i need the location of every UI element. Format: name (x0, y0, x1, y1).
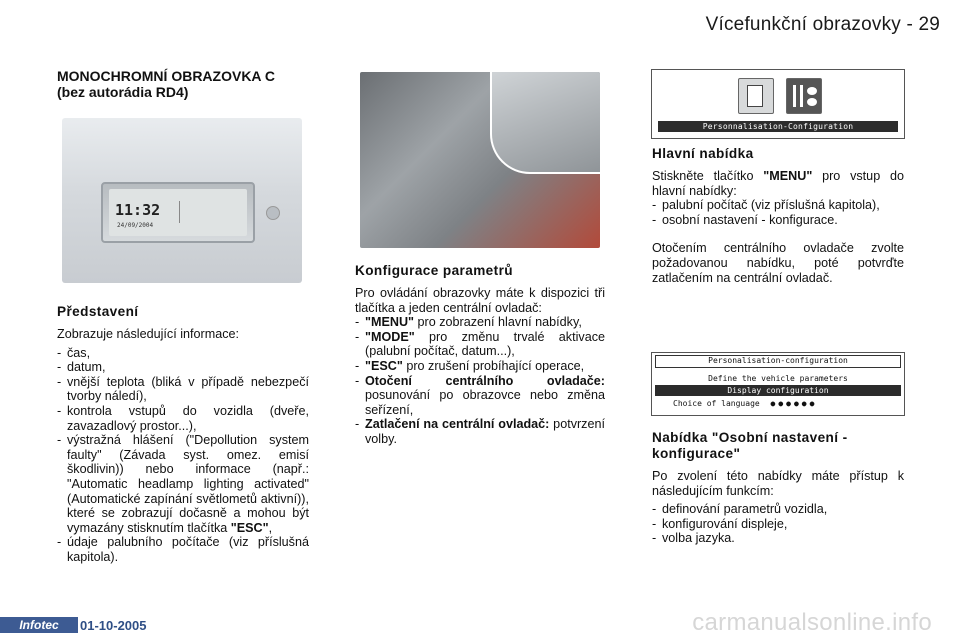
list-item: - Otočení centrálního ovladače: posunování po obrazovce nebo změna seřízení, (355, 374, 605, 418)
page-title: Vícefunkční obrazovky - 29 (705, 14, 940, 35)
esc-key-label: "ESC" (365, 358, 403, 373)
config-list (355, 315, 605, 446)
footer-date: 01-10-2005 (80, 618, 147, 633)
section-title-line1: MONOCHROMNÍ OBRAZOVKA C (57, 68, 276, 84)
watermark: carmanualsonline.info (692, 609, 932, 636)
settings-sliders-icon (786, 78, 822, 114)
main-menu-title: Hlavní nabídka (652, 146, 754, 161)
section-title-line2: (bez autorádia RD4) (57, 84, 189, 100)
section-heading (57, 68, 317, 100)
esc-key-label: "ESC" (230, 520, 269, 535)
lcd-time: 11:32 (115, 201, 161, 219)
config-option-display-selected: Display configuration (655, 385, 901, 396)
list-item: - údaje palubního počítače (viz příslušná kapitola). (57, 535, 309, 564)
info-list (57, 346, 309, 565)
list-item: - volba jazyka. (652, 531, 904, 546)
main-menu-list (652, 198, 904, 227)
menu-screen (651, 69, 905, 139)
lcd-date: 24/09/2004 (117, 222, 154, 229)
menu-key-label: "MENU" (365, 315, 415, 330)
menu-key-label: "MENU" (763, 169, 813, 183)
console-photo (360, 72, 600, 248)
list-item-text: výstražná hlášení ("Depollution system faulty" (Závada syst. omez. emisí škodlivin)) nebo informace (např.: "Automatic headlamp lighting activated" (Automatické zapínání světlometů aktivní)), které se zobrazují dočasně a mohou být vymazány stisknutím tlačítka (67, 433, 309, 535)
config-screen-title: Personalisation-configuration (655, 355, 901, 368)
list-item: - výstražná hlášení ("Depollution system faulty" (Závada syst. omez. emisí škodlivin)) nebo informace (např.: "Automatic headlamp lighting activated" (Automatické zapínání světlometů aktivní)), které se zobrazují dočasně a mohou být vymazány stisknutím tlačítka "ESC", (57, 433, 309, 535)
main-menu-intro: Stiskněte tlačítko "MENU" pro vstup do hlavní nabídky: (652, 169, 904, 198)
list-item: - kontrola vstupů do vozidla (dveře, zavazadlový prostor...), (57, 404, 309, 433)
language-flag-icons: ●●●●●● (770, 399, 818, 408)
list-item: - "MODE" pro změnu trvalé aktivace (palubní počítač, datum...), (355, 330, 605, 359)
press-knob-label: Zatlačení na centrální ovladač: (365, 417, 550, 432)
list-item: - "ESC" pro zrušení probíhající operace, (355, 359, 605, 374)
config-intro: Pro ovládání obrazovky máte k dispozici tři tlačítka a jeden centrální ovladač: (355, 286, 605, 315)
list-item: - datum, (57, 360, 309, 375)
custom-menu-intro: Po zvolení této nabídky máte přístup k následujícím funkcím: (652, 469, 904, 498)
control-knob-icon (266, 206, 280, 220)
custom-menu-title: Nabídka "Osobní nastavení - konfigurace" (652, 430, 848, 461)
main-menu-paragraph: Otočením centrálního ovladače zvolte požadovanou nabídku, poté potvrďte zatlačením na centrální ovladač. (652, 241, 904, 285)
trip-computer-icon (738, 78, 774, 114)
custom-menu-list (652, 502, 904, 546)
menu-screen-label: Personnalisation-Configuration (658, 121, 898, 132)
intro-block (57, 304, 309, 565)
list-item: - konfigurování displeje, (652, 517, 904, 532)
list-item: - "MENU" pro zobrazení hlavní nabídky, (355, 315, 605, 330)
list-item: - vnější teplota (bliká v případě nebezpečí tvorby náledí), (57, 375, 309, 404)
config-option-vehicle: Define the vehicle parameters (708, 374, 848, 383)
list-item: - palubní počítač (viz příslušná kapitola), (652, 198, 904, 213)
list-item: - Zatlačení na centrální ovladač: potvrzení volby. (355, 417, 605, 446)
mode-key-label: "MODE" (365, 329, 415, 344)
list-item: - osobní nastavení - konfigurace. (652, 213, 904, 228)
list-item: - čas, (57, 346, 309, 361)
intro-title: Představení (57, 304, 139, 319)
lcd-display (101, 182, 255, 243)
list-item: - definování parametrů vozidla, (652, 502, 904, 517)
infotec-logo: Infotec (0, 617, 78, 633)
config-title: Konfigurace parametrů (355, 263, 513, 278)
config-option-language: Choice of language ●●●●●● (673, 399, 818, 408)
console-inset (490, 72, 600, 174)
intro-text: Zobrazuje následující informace: (57, 327, 240, 341)
lcd-trip-icon (179, 201, 240, 223)
config-screen (651, 352, 905, 416)
rotate-knob-label: Otočení centrálního ovladače: (365, 373, 605, 388)
